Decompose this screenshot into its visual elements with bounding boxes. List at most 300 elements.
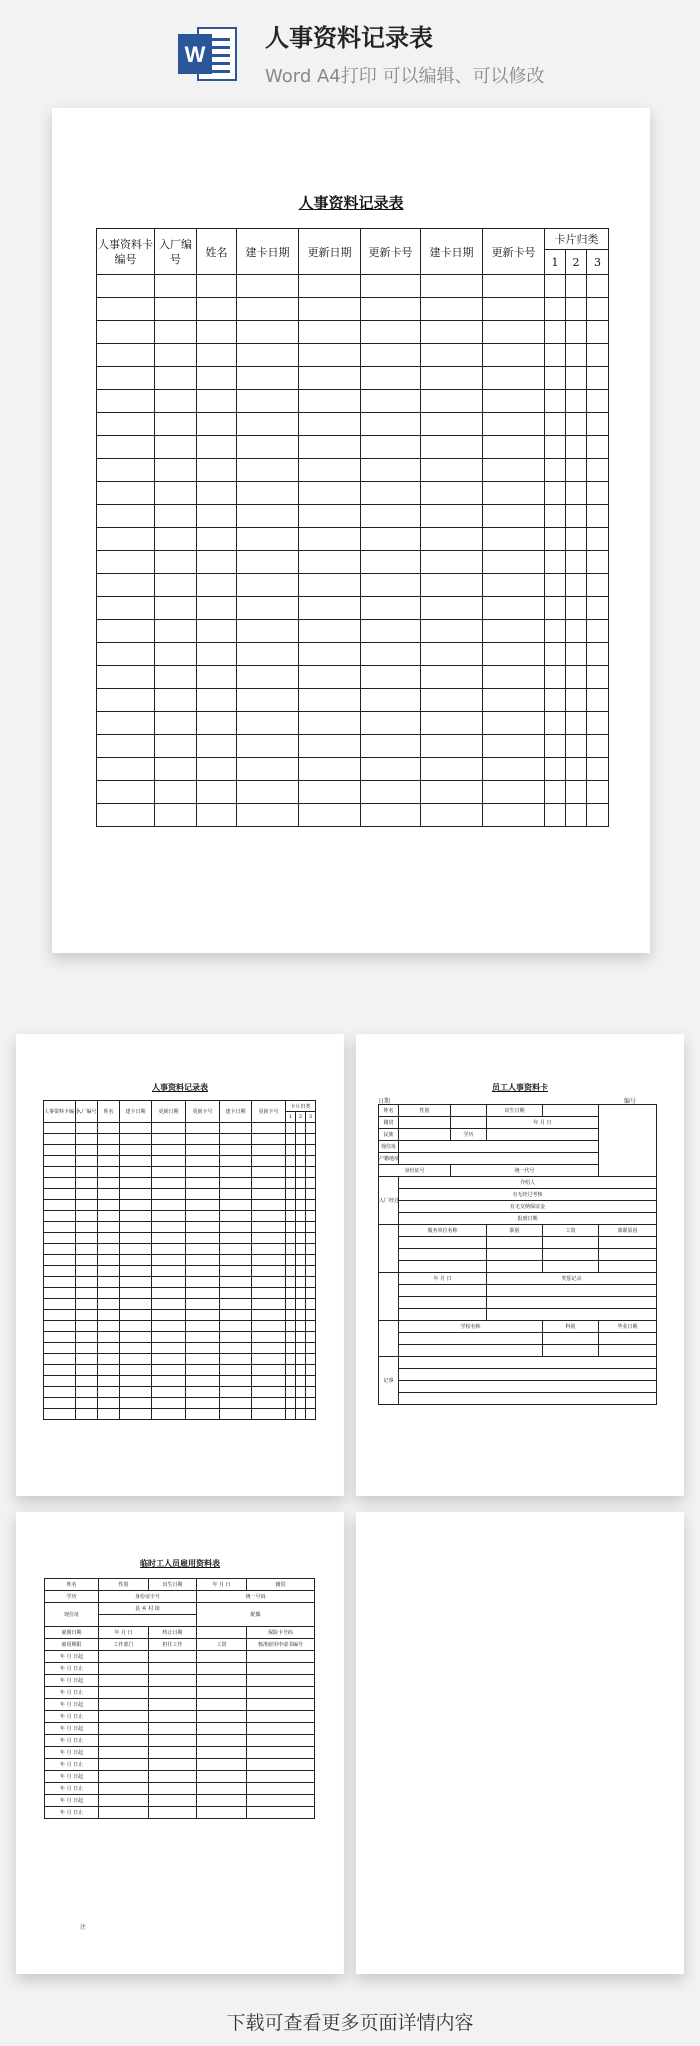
table-cell xyxy=(286,1376,296,1387)
table-cell xyxy=(296,1376,306,1387)
table-cell xyxy=(299,735,361,758)
table-cell xyxy=(44,1310,76,1321)
table-cell xyxy=(483,781,545,804)
table-cell xyxy=(220,1167,252,1178)
table-cell xyxy=(421,459,483,482)
table-cell xyxy=(306,1299,316,1310)
table-cell xyxy=(220,1354,252,1365)
table-cell xyxy=(98,1409,120,1420)
table-cell xyxy=(421,597,483,620)
table-cell xyxy=(152,1156,186,1167)
table-cell xyxy=(155,804,197,827)
table-cell xyxy=(545,574,566,597)
table-row xyxy=(45,1687,315,1699)
cell xyxy=(399,1261,487,1273)
table-cell xyxy=(247,1759,315,1771)
table-cell xyxy=(421,505,483,528)
table-cell xyxy=(566,321,587,344)
table-cell xyxy=(220,1332,252,1343)
table-cell xyxy=(252,1244,286,1255)
table-cell xyxy=(306,1123,316,1134)
table-cell xyxy=(299,643,361,666)
table-cell xyxy=(155,482,197,505)
table-cell xyxy=(566,781,587,804)
col-header: 建卡日期 xyxy=(220,1101,252,1123)
table-cell xyxy=(98,1310,120,1321)
table-cell xyxy=(483,298,545,321)
table-cell xyxy=(155,689,197,712)
table-row xyxy=(44,1299,316,1310)
table-cell xyxy=(306,1343,316,1354)
table-cell xyxy=(587,390,609,413)
cell: 年 月 日 xyxy=(99,1627,149,1639)
table-cell xyxy=(237,781,299,804)
table-cell xyxy=(76,1233,98,1244)
table-cell xyxy=(296,1288,306,1299)
cell xyxy=(379,1273,399,1321)
table-cell xyxy=(76,1398,98,1409)
table-cell xyxy=(361,436,421,459)
table-cell xyxy=(587,275,609,298)
cell: 科别 xyxy=(543,1321,599,1333)
table-cell xyxy=(252,1354,286,1365)
table-row xyxy=(97,735,609,758)
table-cell xyxy=(237,298,299,321)
table-row xyxy=(44,1255,316,1266)
table-cell xyxy=(296,1233,306,1244)
table-cell xyxy=(587,528,609,551)
table-cell xyxy=(155,597,197,620)
table-cell xyxy=(306,1365,316,1376)
cell: 保险卡号码 xyxy=(247,1627,315,1639)
table-cell xyxy=(149,1771,197,1783)
table-cell xyxy=(252,1156,286,1167)
table-cell xyxy=(98,1145,120,1156)
table-cell xyxy=(306,1156,316,1167)
table-cell xyxy=(483,390,545,413)
table-cell xyxy=(97,666,155,689)
table-cell xyxy=(76,1332,98,1343)
table-cell xyxy=(252,1321,286,1332)
table-cell xyxy=(97,367,155,390)
table-cell xyxy=(120,1266,152,1277)
table-cell xyxy=(76,1178,98,1189)
table-cell xyxy=(286,1387,296,1398)
table-cell xyxy=(299,321,361,344)
cell xyxy=(487,1249,543,1261)
table-cell xyxy=(237,344,299,367)
table-cell xyxy=(296,1332,306,1343)
table-cell xyxy=(252,1134,286,1145)
table-cell xyxy=(99,1723,149,1735)
table-cell xyxy=(197,344,237,367)
table-cell xyxy=(120,1200,152,1211)
col-header: 入厂编号 xyxy=(155,229,197,275)
table-row xyxy=(97,689,609,712)
cell: 县 乡 村 街 xyxy=(99,1603,197,1615)
table-cell xyxy=(152,1321,186,1332)
table-row xyxy=(44,1376,316,1387)
table-cell xyxy=(286,1156,296,1167)
table-cell xyxy=(44,1365,76,1376)
table-cell xyxy=(286,1123,296,1134)
table-cell xyxy=(98,1156,120,1167)
table-cell xyxy=(155,666,197,689)
table-cell xyxy=(149,1735,197,1747)
subcol-header: 1 xyxy=(286,1112,296,1123)
table-cell xyxy=(247,1663,315,1675)
table-cell xyxy=(545,666,566,689)
table-cell xyxy=(545,551,566,574)
table-cell xyxy=(545,367,566,390)
table-cell xyxy=(252,1222,286,1233)
table-cell xyxy=(76,1365,98,1376)
thumb-record-table xyxy=(43,1100,316,1420)
table-cell xyxy=(306,1167,316,1178)
cell xyxy=(599,1333,657,1345)
table-cell xyxy=(44,1354,76,1365)
table-cell xyxy=(587,712,609,735)
table-cell xyxy=(44,1123,76,1134)
table-cell xyxy=(44,1233,76,1244)
table-cell xyxy=(76,1167,98,1178)
table-cell xyxy=(566,689,587,712)
table-cell xyxy=(220,1145,252,1156)
table-cell xyxy=(120,1233,152,1244)
cell xyxy=(487,1261,543,1273)
table-row xyxy=(45,1771,315,1783)
table-cell xyxy=(98,1398,120,1409)
table-cell xyxy=(98,1255,120,1266)
table-cell xyxy=(286,1332,296,1343)
table-cell xyxy=(186,1365,220,1376)
footer-hint[interactable]: 下载可查看更多页面详情内容 xyxy=(226,2012,474,2034)
table-row xyxy=(44,1387,316,1398)
table-row xyxy=(97,367,609,390)
table-cell xyxy=(220,1321,252,1332)
table-cell xyxy=(306,1134,316,1145)
cell: 雇佣日期 xyxy=(45,1627,99,1639)
table-cell xyxy=(220,1244,252,1255)
table-cell xyxy=(97,781,155,804)
table-cell xyxy=(587,758,609,781)
table-cell xyxy=(120,1299,152,1310)
table-cell xyxy=(566,275,587,298)
table-cell xyxy=(299,298,361,321)
table-cell xyxy=(421,482,483,505)
table-cell xyxy=(286,1255,296,1266)
table-row xyxy=(44,1189,316,1200)
table-row xyxy=(44,1200,316,1211)
table-cell xyxy=(76,1376,98,1387)
table-cell xyxy=(197,321,237,344)
table-cell xyxy=(587,482,609,505)
cell xyxy=(379,1225,399,1273)
table-row xyxy=(44,1134,316,1145)
table-cell xyxy=(587,689,609,712)
table-cell xyxy=(299,367,361,390)
cell: 毕业日期 xyxy=(599,1321,657,1333)
table-row xyxy=(97,758,609,781)
table-cell xyxy=(252,1211,286,1222)
table-cell xyxy=(155,344,197,367)
table-cell xyxy=(197,1747,247,1759)
table-cell xyxy=(361,528,421,551)
table-cell xyxy=(155,758,197,781)
table-cell xyxy=(152,1277,186,1288)
table-cell xyxy=(566,620,587,643)
cell xyxy=(399,1345,543,1357)
table-cell xyxy=(76,1266,98,1277)
table-cell xyxy=(44,1200,76,1211)
table-cell xyxy=(97,505,155,528)
table-cell xyxy=(186,1156,220,1167)
table-cell xyxy=(152,1123,186,1134)
table-cell xyxy=(587,735,609,758)
table-cell xyxy=(149,1711,197,1723)
table-cell xyxy=(296,1343,306,1354)
table-cell xyxy=(237,643,299,666)
table-cell xyxy=(361,689,421,712)
table-cell xyxy=(186,1288,220,1299)
table-cell xyxy=(587,574,609,597)
cell: 介绍人 xyxy=(399,1177,657,1189)
table-cell xyxy=(587,367,609,390)
table-cell xyxy=(545,689,566,712)
table-cell xyxy=(44,1277,76,1288)
table-cell xyxy=(483,505,545,528)
table-cell xyxy=(252,1233,286,1244)
table-cell xyxy=(296,1244,306,1255)
table-cell xyxy=(44,1189,76,1200)
table-cell: 年 月 日起 xyxy=(45,1723,99,1735)
table-cell xyxy=(306,1244,316,1255)
table-cell xyxy=(44,1211,76,1222)
table-row xyxy=(44,1123,316,1134)
table-cell xyxy=(545,735,566,758)
table-cell xyxy=(545,643,566,666)
table-cell xyxy=(483,528,545,551)
table-cell xyxy=(286,1343,296,1354)
table-cell xyxy=(76,1321,98,1332)
table-cell xyxy=(98,1266,120,1277)
table-row xyxy=(44,1211,316,1222)
table-cell xyxy=(152,1387,186,1398)
table-row xyxy=(45,1699,315,1711)
table-cell xyxy=(155,298,197,321)
col-header: 姓名 xyxy=(98,1101,120,1123)
table-cell xyxy=(120,1387,152,1398)
cell: 工作部门 xyxy=(99,1639,149,1651)
document-title: 人事资料记录表 xyxy=(265,24,433,52)
cell xyxy=(399,1237,487,1249)
table-cell xyxy=(252,1145,286,1156)
cell xyxy=(399,1249,487,1261)
table-cell xyxy=(286,1189,296,1200)
table-cell xyxy=(361,344,421,367)
table-row xyxy=(44,1332,316,1343)
cell xyxy=(543,1333,599,1345)
table-cell xyxy=(197,781,237,804)
table-cell xyxy=(155,712,197,735)
table-cell xyxy=(76,1409,98,1420)
cell: 籍贯 xyxy=(247,1579,315,1591)
table-cell: 年 月 日止 xyxy=(45,1735,99,1747)
cell: 担任工作 xyxy=(149,1639,197,1651)
table-cell xyxy=(197,735,237,758)
table-cell xyxy=(247,1807,315,1819)
header xyxy=(0,0,700,100)
thumb-title: 员工人事资料卡 xyxy=(492,1082,548,1092)
table-cell xyxy=(186,1200,220,1211)
table-cell xyxy=(566,482,587,505)
table-cell xyxy=(99,1675,149,1687)
table-cell xyxy=(220,1222,252,1233)
table-cell xyxy=(99,1771,149,1783)
thumb-title: 临时工人员雇用资料表 xyxy=(140,1558,220,1568)
table-cell xyxy=(186,1222,220,1233)
table-cell xyxy=(286,1288,296,1299)
table-cell xyxy=(361,298,421,321)
table-cell xyxy=(197,505,237,528)
table-row xyxy=(44,1365,316,1376)
table-cell xyxy=(44,1387,76,1398)
cell xyxy=(399,1153,599,1165)
cell xyxy=(399,1369,657,1381)
table-cell: 年 月 日起 xyxy=(45,1747,99,1759)
table-cell xyxy=(152,1145,186,1156)
table-cell xyxy=(296,1299,306,1310)
table-cell xyxy=(252,1255,286,1266)
table-cell xyxy=(149,1675,197,1687)
table-cell xyxy=(99,1807,149,1819)
table-cell xyxy=(76,1310,98,1321)
table-cell xyxy=(296,1178,306,1189)
table-cell xyxy=(252,1189,286,1200)
table-cell xyxy=(97,275,155,298)
table-cell xyxy=(152,1189,186,1200)
table-cell xyxy=(296,1387,306,1398)
table-cell xyxy=(120,1134,152,1145)
cell: 学历 xyxy=(451,1129,487,1141)
table-cell xyxy=(99,1735,149,1747)
table-cell xyxy=(237,574,299,597)
table-row xyxy=(97,574,609,597)
table-row xyxy=(97,298,609,321)
table-cell xyxy=(149,1807,197,1819)
table-cell xyxy=(587,666,609,689)
table-row xyxy=(45,1807,315,1819)
table-cell xyxy=(120,1189,152,1200)
cell: 工资 xyxy=(197,1639,247,1651)
cell xyxy=(399,1333,543,1345)
table-cell xyxy=(296,1255,306,1266)
table-cell xyxy=(152,1398,186,1409)
table-cell xyxy=(299,781,361,804)
table-cell xyxy=(152,1255,186,1266)
table-cell xyxy=(120,1277,152,1288)
table-cell xyxy=(587,413,609,436)
table-cell xyxy=(149,1747,197,1759)
table-cell: 年 月 日止 xyxy=(45,1711,99,1723)
table-cell xyxy=(152,1310,186,1321)
table-cell xyxy=(286,1266,296,1277)
table-cell xyxy=(296,1123,306,1134)
table-cell xyxy=(98,1189,120,1200)
table-cell xyxy=(306,1222,316,1233)
table-cell xyxy=(587,505,609,528)
table-cell xyxy=(97,390,155,413)
table-cell xyxy=(545,528,566,551)
table-cell xyxy=(186,1211,220,1222)
table-cell xyxy=(120,1332,152,1343)
table-row xyxy=(44,1354,316,1365)
table-cell xyxy=(98,1299,120,1310)
table-cell xyxy=(252,1343,286,1354)
table-cell xyxy=(98,1211,120,1222)
table-row xyxy=(44,1343,316,1354)
cell xyxy=(543,1345,599,1357)
cell: 身份证号 xyxy=(379,1165,451,1177)
table-cell xyxy=(361,275,421,298)
table-cell xyxy=(286,1398,296,1409)
cell: 有无经过考核 xyxy=(399,1189,657,1201)
table-cell xyxy=(97,804,155,827)
table-cell xyxy=(306,1266,316,1277)
table-cell xyxy=(421,436,483,459)
table-cell xyxy=(237,459,299,482)
document-subtitle: Word A4打印 可以编辑、可以修改 xyxy=(265,66,545,87)
table-cell xyxy=(220,1211,252,1222)
table-cell xyxy=(44,1156,76,1167)
table-cell xyxy=(220,1376,252,1387)
table-cell xyxy=(361,413,421,436)
table-cell xyxy=(220,1387,252,1398)
table-cell xyxy=(566,298,587,321)
table-cell xyxy=(186,1398,220,1409)
cell xyxy=(543,1249,599,1261)
table-cell xyxy=(120,1398,152,1409)
cell: 现住址 xyxy=(45,1603,99,1627)
page-preview-1 xyxy=(52,108,650,953)
table-cell xyxy=(545,712,566,735)
table-cell xyxy=(155,321,197,344)
cell xyxy=(399,1141,599,1153)
table-cell xyxy=(566,735,587,758)
table-cell xyxy=(483,666,545,689)
cell xyxy=(543,1237,599,1249)
table-cell xyxy=(566,804,587,827)
table-cell xyxy=(237,367,299,390)
table-cell xyxy=(186,1354,220,1365)
cell: 姓名 xyxy=(379,1105,399,1117)
table-cell xyxy=(286,1409,296,1420)
table-cell xyxy=(186,1145,220,1156)
table-row xyxy=(45,1783,315,1795)
table-cell xyxy=(483,482,545,505)
table-cell xyxy=(99,1747,149,1759)
cell xyxy=(543,1105,599,1117)
table-cell xyxy=(296,1277,306,1288)
thumb-title: 人事资料记录表 xyxy=(152,1082,208,1092)
record-table xyxy=(96,228,609,827)
table-row xyxy=(44,1277,316,1288)
number-label: 编号 xyxy=(624,1098,637,1105)
table-cell xyxy=(152,1332,186,1343)
cell xyxy=(379,1321,399,1357)
page-title: 人事资料记录表 xyxy=(298,194,404,212)
table-cell xyxy=(44,1266,76,1277)
